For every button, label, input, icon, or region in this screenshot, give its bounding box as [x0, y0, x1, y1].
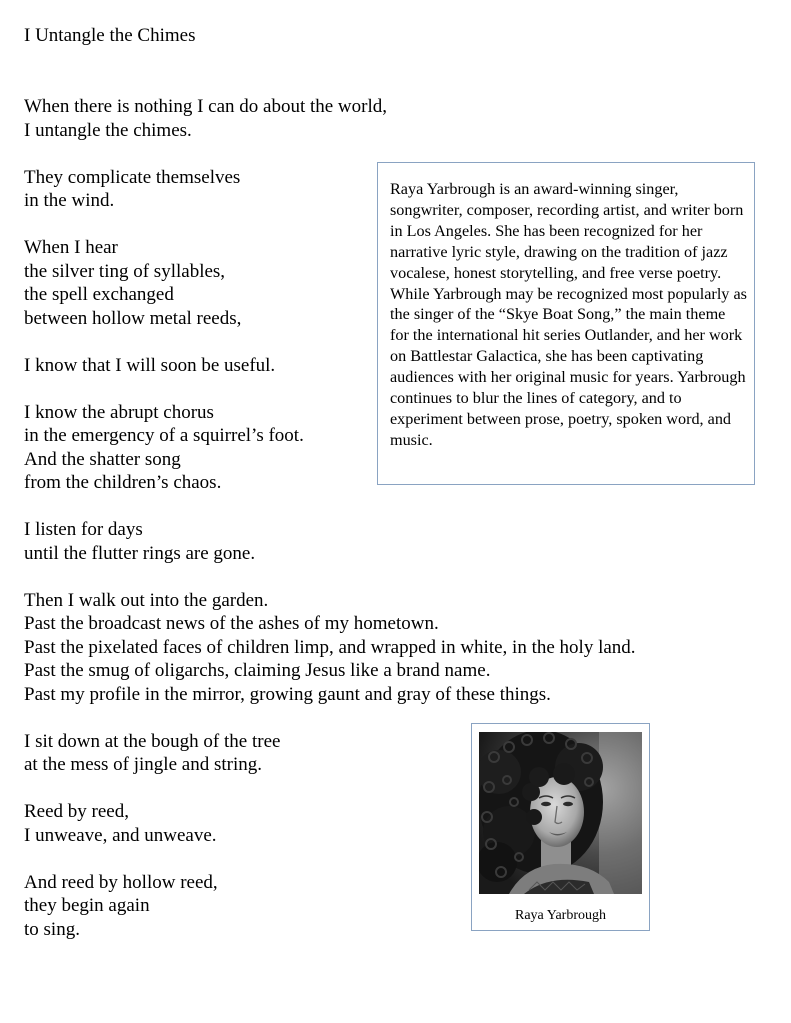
- poem-line: Past the pixelated faces of children limp, and wrapped in white, in the holy land.: [24, 636, 636, 658]
- author-photo: [479, 732, 642, 894]
- author-bio-box: [377, 162, 755, 485]
- poem-line: the silver ting of syllables,: [24, 260, 226, 282]
- poem-line: I know the abrupt chorus: [24, 401, 214, 423]
- poem-line: I listen for days: [24, 519, 143, 540]
- poem-line: Then I walk out into the garden.: [24, 589, 269, 611]
- poem-line: at the mess of jingle and string.: [24, 754, 262, 775]
- poem-line: in the emergency of a squirrel’s foot.: [24, 425, 304, 446]
- poem-line: to sing.: [24, 918, 80, 940]
- poem-line: I know that I will soon be useful.: [24, 354, 276, 376]
- poem-line: the spell exchanged: [24, 284, 174, 305]
- poem-line: Past the broadcast news of the ashes of my hometown.: [24, 613, 439, 634]
- poem-line: I untangle the chimes.: [24, 119, 192, 141]
- poem-line: When there is nothing I can do about the world,: [24, 96, 388, 117]
- stanza: [24, 589, 724, 707]
- poem-line: And the shatter song: [24, 448, 181, 470]
- poem-line: I unweave, and unweave.: [24, 824, 217, 846]
- author-bio-text: Raya Yarbrough is an award-winning singer, songwriter, composer, recording artist, and writer born in Los Angeles. She has been recognized for her narrative lyric style, drawing on the tradition of jazz vocalese, honest storytelling, and free verse poetry. While Yarbrough may be recognized most popularly as the singer of the “Skye Boat Song,” the main theme for the international hit series Outlander, and her work on Battlestar Galactica, she has been captivating audiences with her original music for years. Yarbrough continues to blur the lines of category, and to experiment between prose, poetry, spoken word, and music.: [390, 180, 747, 449]
- poem-line: They complicate themselves: [24, 166, 241, 188]
- poem-line: between hollow metal reeds,: [24, 307, 242, 329]
- stanza: [24, 518, 724, 565]
- author-photo-box: [471, 723, 650, 931]
- poem-line: they begin again: [24, 895, 150, 916]
- poem-line: in the wind.: [24, 190, 115, 211]
- poem-title: I Untangle the Chimes: [24, 25, 196, 46]
- poem-line: until the flutter rings are gone.: [24, 542, 256, 564]
- poem-line: Reed by reed,: [24, 801, 129, 822]
- photo-caption: Raya Yarbrough: [515, 908, 606, 923]
- poem-line: When I hear: [24, 237, 118, 258]
- poem-line: from the children’s chaos.: [24, 472, 222, 493]
- stanza: [24, 95, 724, 142]
- portrait-image: [479, 732, 642, 894]
- poem-line: Past the smug of oligarchs, claiming Jesus like a brand name.: [24, 660, 491, 681]
- poem-line: Past my profile in the mirror, growing gaunt and gray of these things.: [24, 683, 551, 705]
- poem-line: I sit down at the bough of the tree: [24, 730, 281, 752]
- poem-line: And reed by hollow reed,: [24, 871, 218, 893]
